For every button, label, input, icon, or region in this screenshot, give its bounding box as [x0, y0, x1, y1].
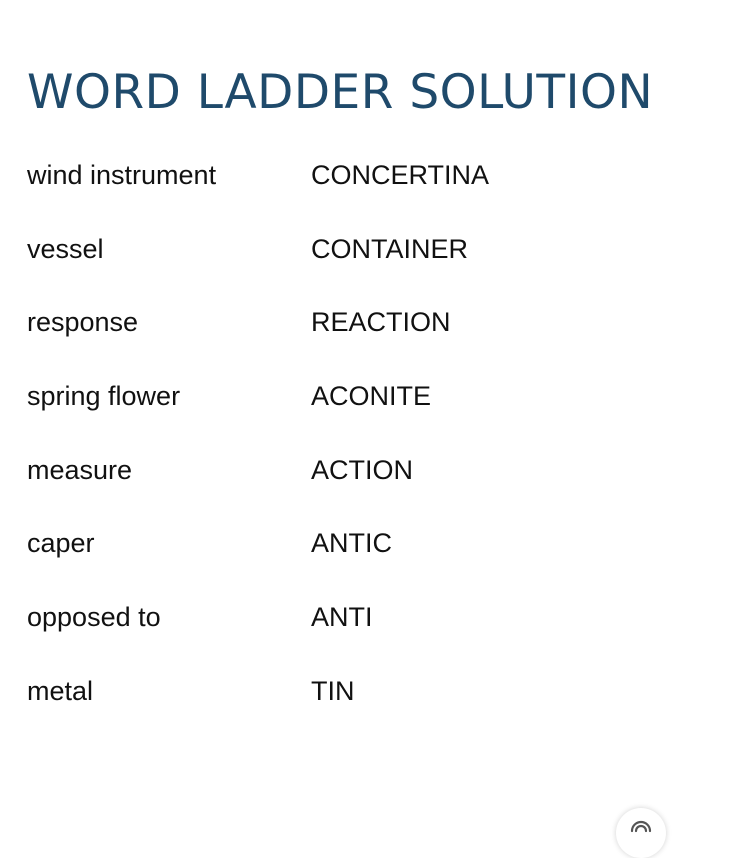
- word-ladder-list: [27, 138, 727, 728]
- ladder-answer: REACTION: [311, 307, 451, 338]
- ladder-answer: ANTIC: [311, 528, 392, 559]
- ladder-answer: TIN: [311, 675, 355, 706]
- ladder-clue: spring flower: [27, 380, 181, 411]
- ladder-row: [27, 138, 727, 212]
- ladder-answer: CONTAINER: [311, 233, 469, 264]
- ladder-row: [27, 212, 727, 286]
- ladder-row: [27, 359, 727, 433]
- ladder-answer: ANTI: [311, 601, 373, 632]
- ladder-clue: response: [27, 307, 139, 338]
- privacy-settings-icon: [628, 818, 654, 844]
- ladder-row: [27, 433, 727, 507]
- ladder-row: [27, 580, 727, 654]
- ladder-row: [27, 506, 727, 580]
- ladder-clue: measure: [27, 454, 133, 485]
- ladder-clue: caper: [27, 528, 95, 559]
- ladder-clue: opposed to: [27, 601, 161, 632]
- ladder-clue: metal: [27, 675, 94, 706]
- page-title: WORD LADDER SOLUTION: [27, 65, 654, 120]
- ladder-clue: vessel: [27, 233, 104, 264]
- ladder-row: [27, 285, 727, 359]
- ladder-answer: CONCERTINA: [311, 159, 490, 190]
- privacy-settings-button[interactable]: [616, 808, 666, 858]
- ladder-clue: wind instrument: [27, 159, 217, 190]
- ladder-answer: ACTION: [311, 454, 414, 485]
- ladder-row: [27, 654, 727, 728]
- ladder-answer: ACONITE: [311, 380, 432, 411]
